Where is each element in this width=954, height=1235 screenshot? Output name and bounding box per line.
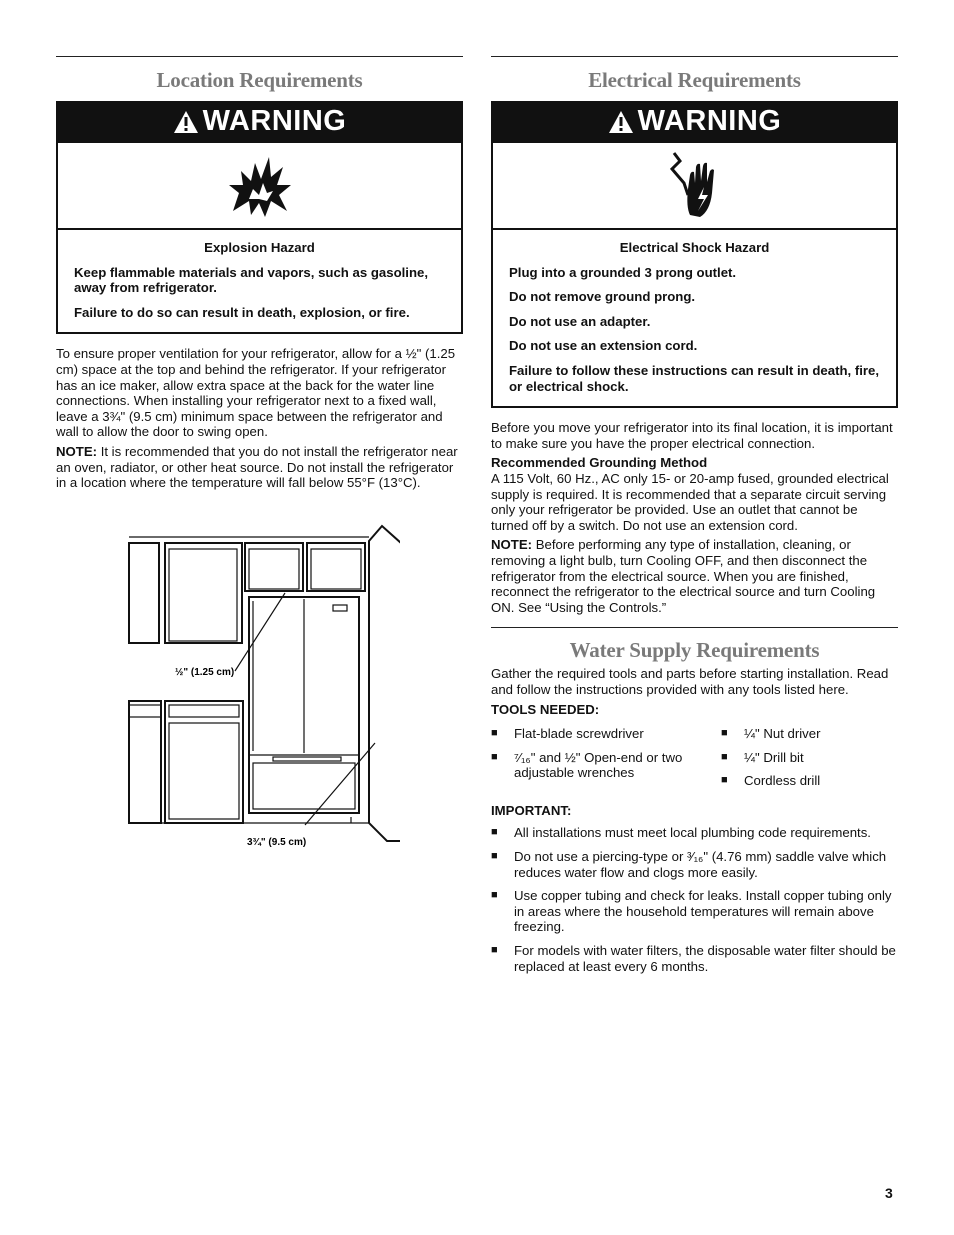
note-label: NOTE: <box>491 537 533 553</box>
grounding-paragraph: A 115 Volt, 60 Hz., AC only 15- or 20-amp fused, grounded electrical supply is required. It is recommended that a separate circuit serving only your refrigerator be provided. Use an outlet that cannot be turned off by a switch. Do not use an extension cord. <box>491 470 889 533</box>
clearance-diagram <box>125 523 400 853</box>
tools-column <box>721 726 898 797</box>
note-paragraph <box>56 444 463 491</box>
side-wall <box>369 526 400 841</box>
water-intro: Gather the required tools and parts before starting installation. Read and follow the instructions provided with any tools listed here. <box>491 666 889 697</box>
electric-shock-hand-icon <box>660 149 730 223</box>
location-text <box>56 346 463 490</box>
warning-label: WARNING <box>202 105 347 138</box>
tools-column <box>491 726 721 797</box>
section-rule <box>491 56 898 57</box>
top-clearance-label: ½" (1.25 cm) <box>175 667 235 678</box>
shock-warning-box <box>491 101 898 408</box>
section-rule <box>491 627 898 628</box>
side-clearance-label: 3¾" (9.5 cm) <box>247 837 307 848</box>
warning-body <box>58 230 461 332</box>
list-item: ■ All installations must meet local plumbing code requirements. <box>491 825 898 841</box>
explosion-pictogram <box>58 141 461 230</box>
page-number: 3 <box>885 1185 893 1201</box>
warning-line: Do not use an adapter. <box>509 313 651 329</box>
explosion-icon <box>225 151 295 221</box>
note-text: It is recommended that you do not install the refrigerator near an oven, radiator, or other heat source. Do not install the refrigerator in a location where the temperature will fall below 55°F (13°C). <box>56 443 458 491</box>
upper-cabinet <box>129 543 159 643</box>
warning-triangle-icon <box>173 110 199 134</box>
tools-heading: TOOLS NEEDED: <box>491 702 600 718</box>
list-item: ■ Do not use a piercing-type or ³⁄₁₆" (4.76 mm) saddle valve which reduces water flow and clogs more easily. <box>491 849 898 880</box>
list-item: ■ Use copper tubing and check for leaks. Install copper tubing only in areas where the household temperatures will remain above freezing. <box>491 888 898 935</box>
warning-line: Failure to do so can result in death, explosion, or fire. <box>74 304 410 320</box>
electrical-text <box>491 420 898 615</box>
upper-cabinet <box>165 543 242 643</box>
warning-line: Plug into a grounded 3 prong outlet. <box>509 264 737 280</box>
list-item: ■ Flat-blade screwdriver <box>491 726 721 742</box>
important-list <box>491 825 898 974</box>
list-item: ■ ¼" Drill bit <box>721 750 898 766</box>
hazard-title: Electrical Shock Hazard <box>619 240 770 255</box>
important-heading: IMPORTANT: <box>491 802 572 818</box>
warning-line: Do not remove ground prong. <box>509 289 696 305</box>
location-requirements-section <box>56 56 463 495</box>
water-supply-section <box>491 666 898 974</box>
warning-line: Do not use an extension cord. <box>509 338 698 354</box>
water-supply-title: Water Supply Requirements <box>569 638 820 663</box>
warning-line: Keep flammable materials and vapors, such as gasoline, away from refrigerator. <box>74 264 429 296</box>
electrical-requirements-section <box>491 56 898 982</box>
ventilation-paragraph: To ensure proper ventilation for your refrigerator, allow for a ½" (1.25 cm) space at the top and behind the refrigerator. If your refrigerator has an ice maker, allow extra space at the back for the water line connections. When installing your refrigerator next to a fixed wall, leave a 3¾" (9.5 cm) minimum space between the refrigerator and wall to allow the door to swing open. <box>56 346 456 440</box>
location-requirements-title: Location Requirements <box>156 68 363 92</box>
tools-list <box>491 726 898 797</box>
warning-line: Failure to follow these instructions can result in death, fire, or electrical shock. <box>509 362 880 394</box>
explosion-warning-box <box>56 101 463 334</box>
note-label: NOTE: <box>56 443 98 459</box>
section-rule <box>56 56 463 57</box>
warning-triangle-icon <box>608 110 634 134</box>
list-item: ■ ⁷⁄₁₆" and ½" Open-end or two adjustable wrenches <box>491 750 721 781</box>
hazard-title: Explosion Hazard <box>204 240 315 255</box>
electrical-intro: Before you move your refrigerator into its final location, it is important to make sure you have the proper electrical connection. <box>491 420 893 451</box>
lower-cabinet <box>129 701 161 823</box>
lower-cabinet <box>165 701 243 823</box>
grounding-heading: Recommended Grounding Method <box>491 455 708 471</box>
shock-pictogram <box>493 141 896 230</box>
upper-cabinet <box>307 543 365 591</box>
upper-cabinet <box>245 543 303 591</box>
note-paragraph <box>491 537 898 615</box>
list-item: ■ For models with water filters, the disposable water filter should be replaced at least every 6 months. <box>491 943 898 974</box>
list-item: ■ Cordless drill <box>721 773 898 789</box>
warning-header <box>58 103 461 141</box>
note-text: Before performing any type of installation, cleaning, or removing a light bulb, turn Cooling OFF, and then disconnect the refrigerator from the electrical source. When you are finished, reconnect the refrigerator to the electrical source and turn Cooling ON. See “Using the Controls.” <box>491 537 876 615</box>
warning-label: WARNING <box>637 105 782 138</box>
list-item: ■ ¼" Nut driver <box>721 726 898 742</box>
warning-header <box>493 103 896 141</box>
warning-body <box>493 230 896 406</box>
electrical-requirements-title: Electrical Requirements <box>588 68 801 92</box>
